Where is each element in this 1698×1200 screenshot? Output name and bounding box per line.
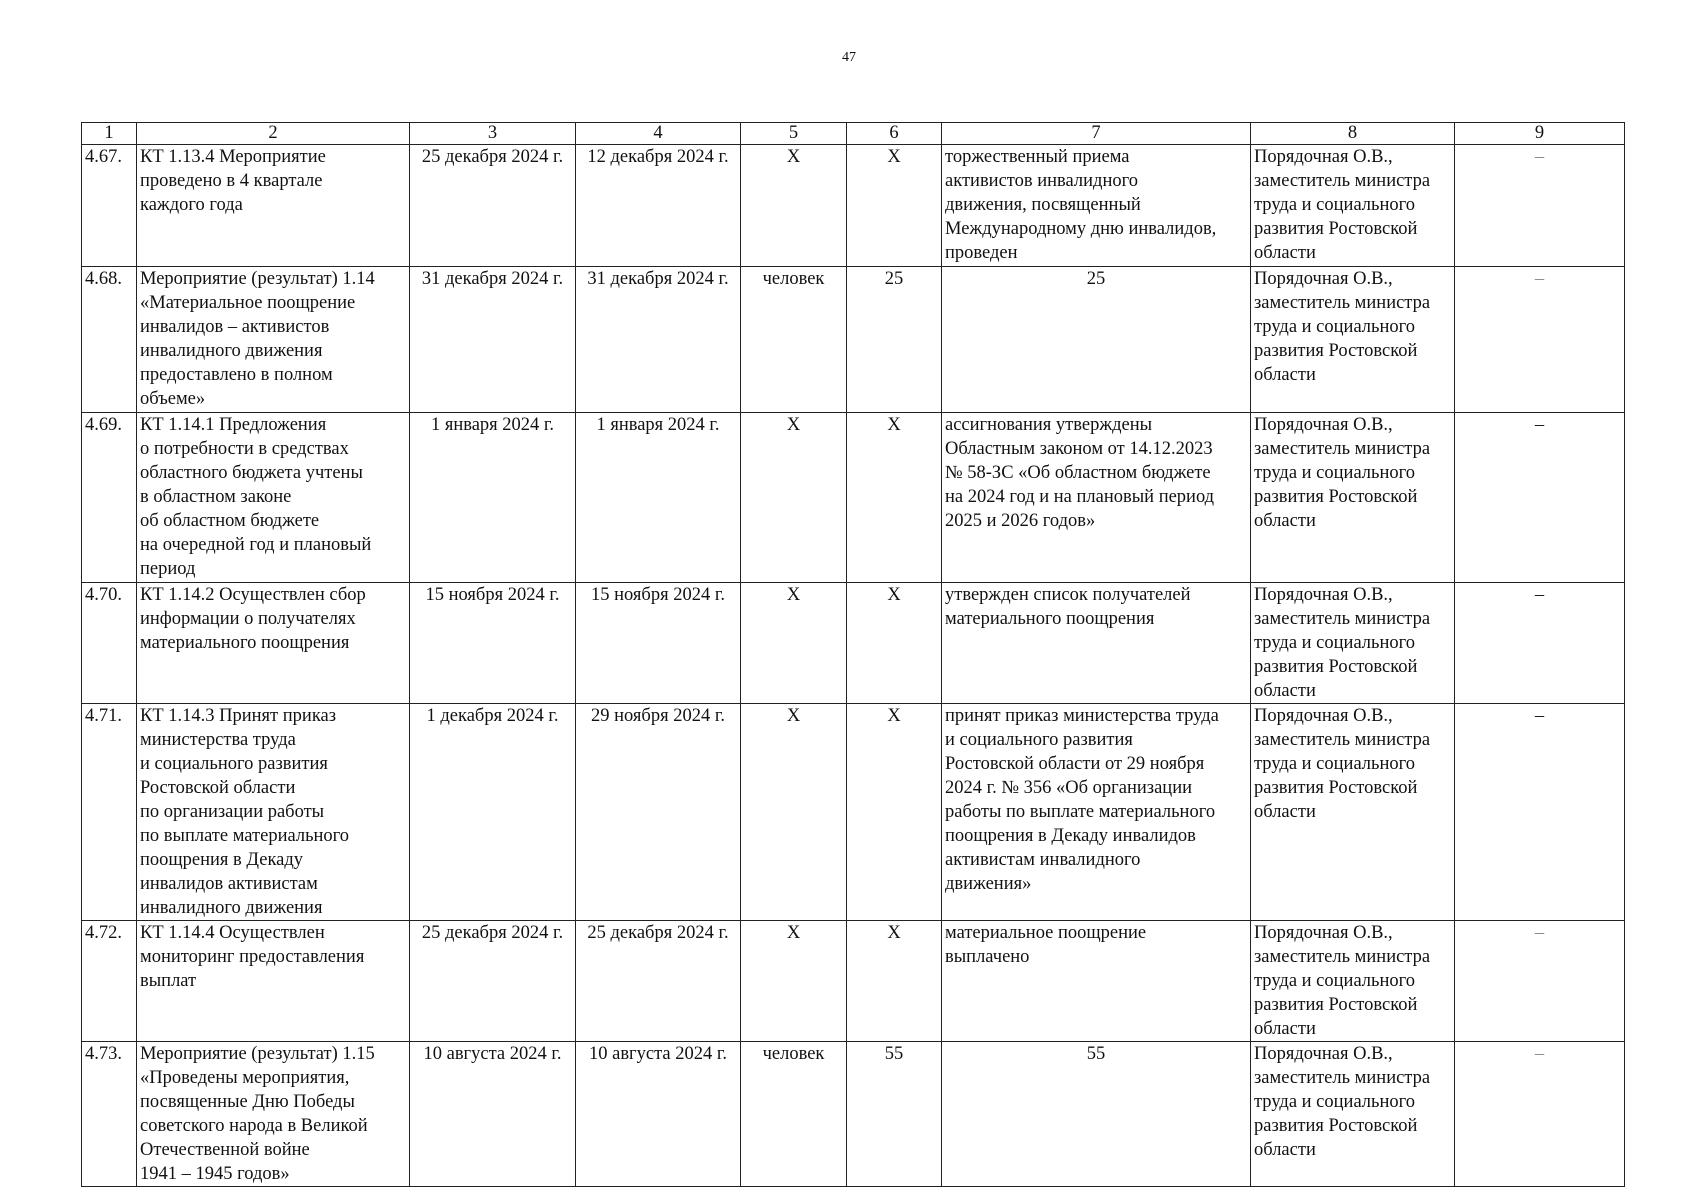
row-number: 4.69.	[82, 413, 137, 583]
item-name: Мероприятие (результат) 1.15 «Проведены мероприятия, посвященные Дню Победы советского народа в Великой Отечественной войне 1941 – 1945 годов»	[137, 1042, 410, 1187]
note-cell: –	[1455, 1042, 1625, 1187]
column-header-2: 2	[137, 123, 410, 145]
item-name: КТ 1.14.4 Осуществлен мониторинг предоставления выплат	[137, 921, 410, 1042]
planned-date: 10 августа 2024 г.	[410, 1042, 576, 1187]
table-row	[82, 1042, 1625, 1187]
row-number: 4.72.	[82, 921, 137, 1042]
planned-value: Х	[847, 413, 942, 583]
responsible-person: Порядочная О.В., заместитель министра труда и социального развития Ростовской области	[1251, 1042, 1455, 1187]
planned-date: 25 декабря 2024 г.	[410, 145, 576, 267]
row-number: 4.68.	[82, 267, 137, 413]
result-description: принят приказ министерства труда и социального развития Ростовской области от 29 ноября 2024 г. № 356 «Об организации работы по выплате материального поощрения в Декаду инвалидов активистам инвалидного движения»	[942, 704, 1251, 921]
unit-of-measure: человек	[741, 1042, 847, 1187]
actual-date: 12 декабря 2024 г.	[576, 145, 741, 267]
actual-date: 29 ноября 2024 г.	[576, 704, 741, 921]
responsible-person: Порядочная О.В., заместитель министра труда и социального развития Ростовской области	[1251, 413, 1455, 583]
result-description: ассигнования утверждены Областным законом от 14.12.2023 № 58-ЗС «Об областном бюджете на 2024 год и на плановый период 2025 и 2026 годов»	[942, 413, 1251, 583]
planned-date: 31 декабря 2024 г.	[410, 267, 576, 413]
unit-of-measure: Х	[741, 704, 847, 921]
planned-date: 15 ноября 2024 г.	[410, 583, 576, 704]
actual-date: 31 декабря 2024 г.	[576, 267, 741, 413]
column-header-4: 4	[576, 123, 741, 145]
result-description: утвержден список получателей материального поощрения	[942, 583, 1251, 704]
note-cell: –	[1455, 145, 1625, 267]
planned-value: 55	[847, 1042, 942, 1187]
item-name: КТ 1.14.1 Предложения о потребности в средствах областного бюджета учтены в областном законе об областном бюджете на очередной год и плановый период	[137, 413, 410, 583]
row-number: 4.70.	[82, 583, 137, 704]
planned-value: Х	[847, 921, 942, 1042]
planned-value: Х	[847, 583, 942, 704]
responsible-person: Порядочная О.В., заместитель министра труда и социального развития Ростовской области	[1251, 145, 1455, 267]
item-name: Мероприятие (результат) 1.14 «Материальное поощрение инвалидов – активистов инвалидного движения предоставлено в полном объеме»	[137, 267, 410, 413]
item-name: КТ 1.14.3 Принят приказ министерства труда и социального развития Ростовской области по организации работы по выплате материального поощрения в Декаду инвалидов активистам инвалидного движения	[137, 704, 410, 921]
table-row	[82, 921, 1625, 1042]
table-row	[82, 583, 1625, 704]
note-cell: –	[1455, 583, 1625, 704]
report-table	[81, 122, 1625, 1187]
planned-value: Х	[847, 704, 942, 921]
result-description: материальное поощрение выплачено	[942, 921, 1251, 1042]
table-header	[82, 123, 1625, 145]
row-number: 4.71.	[82, 704, 137, 921]
responsible-person: Порядочная О.В., заместитель министра труда и социального развития Ростовской области	[1251, 267, 1455, 413]
planned-date: 1 января 2024 г.	[410, 413, 576, 583]
table-row	[82, 267, 1625, 413]
responsible-person: Порядочная О.В., заместитель министра труда и социального развития Ростовской области	[1251, 921, 1455, 1042]
column-header-5: 5	[741, 123, 847, 145]
result-description: 55	[942, 1042, 1251, 1187]
page-number: 47	[842, 50, 856, 65]
planned-value: 25	[847, 267, 942, 413]
result-description: 25	[942, 267, 1251, 413]
column-header-3: 3	[410, 123, 576, 145]
actual-date: 10 августа 2024 г.	[576, 1042, 741, 1187]
unit-of-measure: Х	[741, 413, 847, 583]
actual-date: 25 декабря 2024 г.	[576, 921, 741, 1042]
table-row	[82, 704, 1625, 921]
actual-date: 15 ноября 2024 г.	[576, 583, 741, 704]
unit-of-measure: Х	[741, 145, 847, 267]
column-header-7: 7	[942, 123, 1251, 145]
note-cell: –	[1455, 413, 1625, 583]
planned-value: Х	[847, 145, 942, 267]
unit-of-measure: человек	[741, 267, 847, 413]
note-cell: –	[1455, 704, 1625, 921]
responsible-person: Порядочная О.В., заместитель министра труда и социального развития Ростовской области	[1251, 583, 1455, 704]
unit-of-measure: Х	[741, 583, 847, 704]
table-row	[82, 413, 1625, 583]
column-header-6: 6	[847, 123, 942, 145]
item-name: КТ 1.14.2 Осуществлен сбор информации о получателях материального поощрения	[137, 583, 410, 704]
result-description: торжественный приема активистов инвалидного движения, посвященный Международному дню инвалидов, проведен	[942, 145, 1251, 267]
column-header-8: 8	[1251, 123, 1455, 145]
column-header-9: 9	[1455, 123, 1625, 145]
actual-date: 1 января 2024 г.	[576, 413, 741, 583]
row-number: 4.73.	[82, 1042, 137, 1187]
planned-date: 1 декабря 2024 г.	[410, 704, 576, 921]
note-cell: –	[1455, 921, 1625, 1042]
column-header-1: 1	[82, 123, 137, 145]
table-row	[82, 145, 1625, 267]
responsible-person: Порядочная О.В., заместитель министра труда и социального развития Ростовской области	[1251, 704, 1455, 921]
planned-date: 25 декабря 2024 г.	[410, 921, 576, 1042]
item-name: КТ 1.13.4 Мероприятие проведено в 4 квартале каждого года	[137, 145, 410, 267]
row-number: 4.67.	[82, 145, 137, 267]
table-body	[82, 145, 1625, 1187]
header-row	[82, 123, 1625, 145]
note-cell: –	[1455, 267, 1625, 413]
unit-of-measure: Х	[741, 921, 847, 1042]
